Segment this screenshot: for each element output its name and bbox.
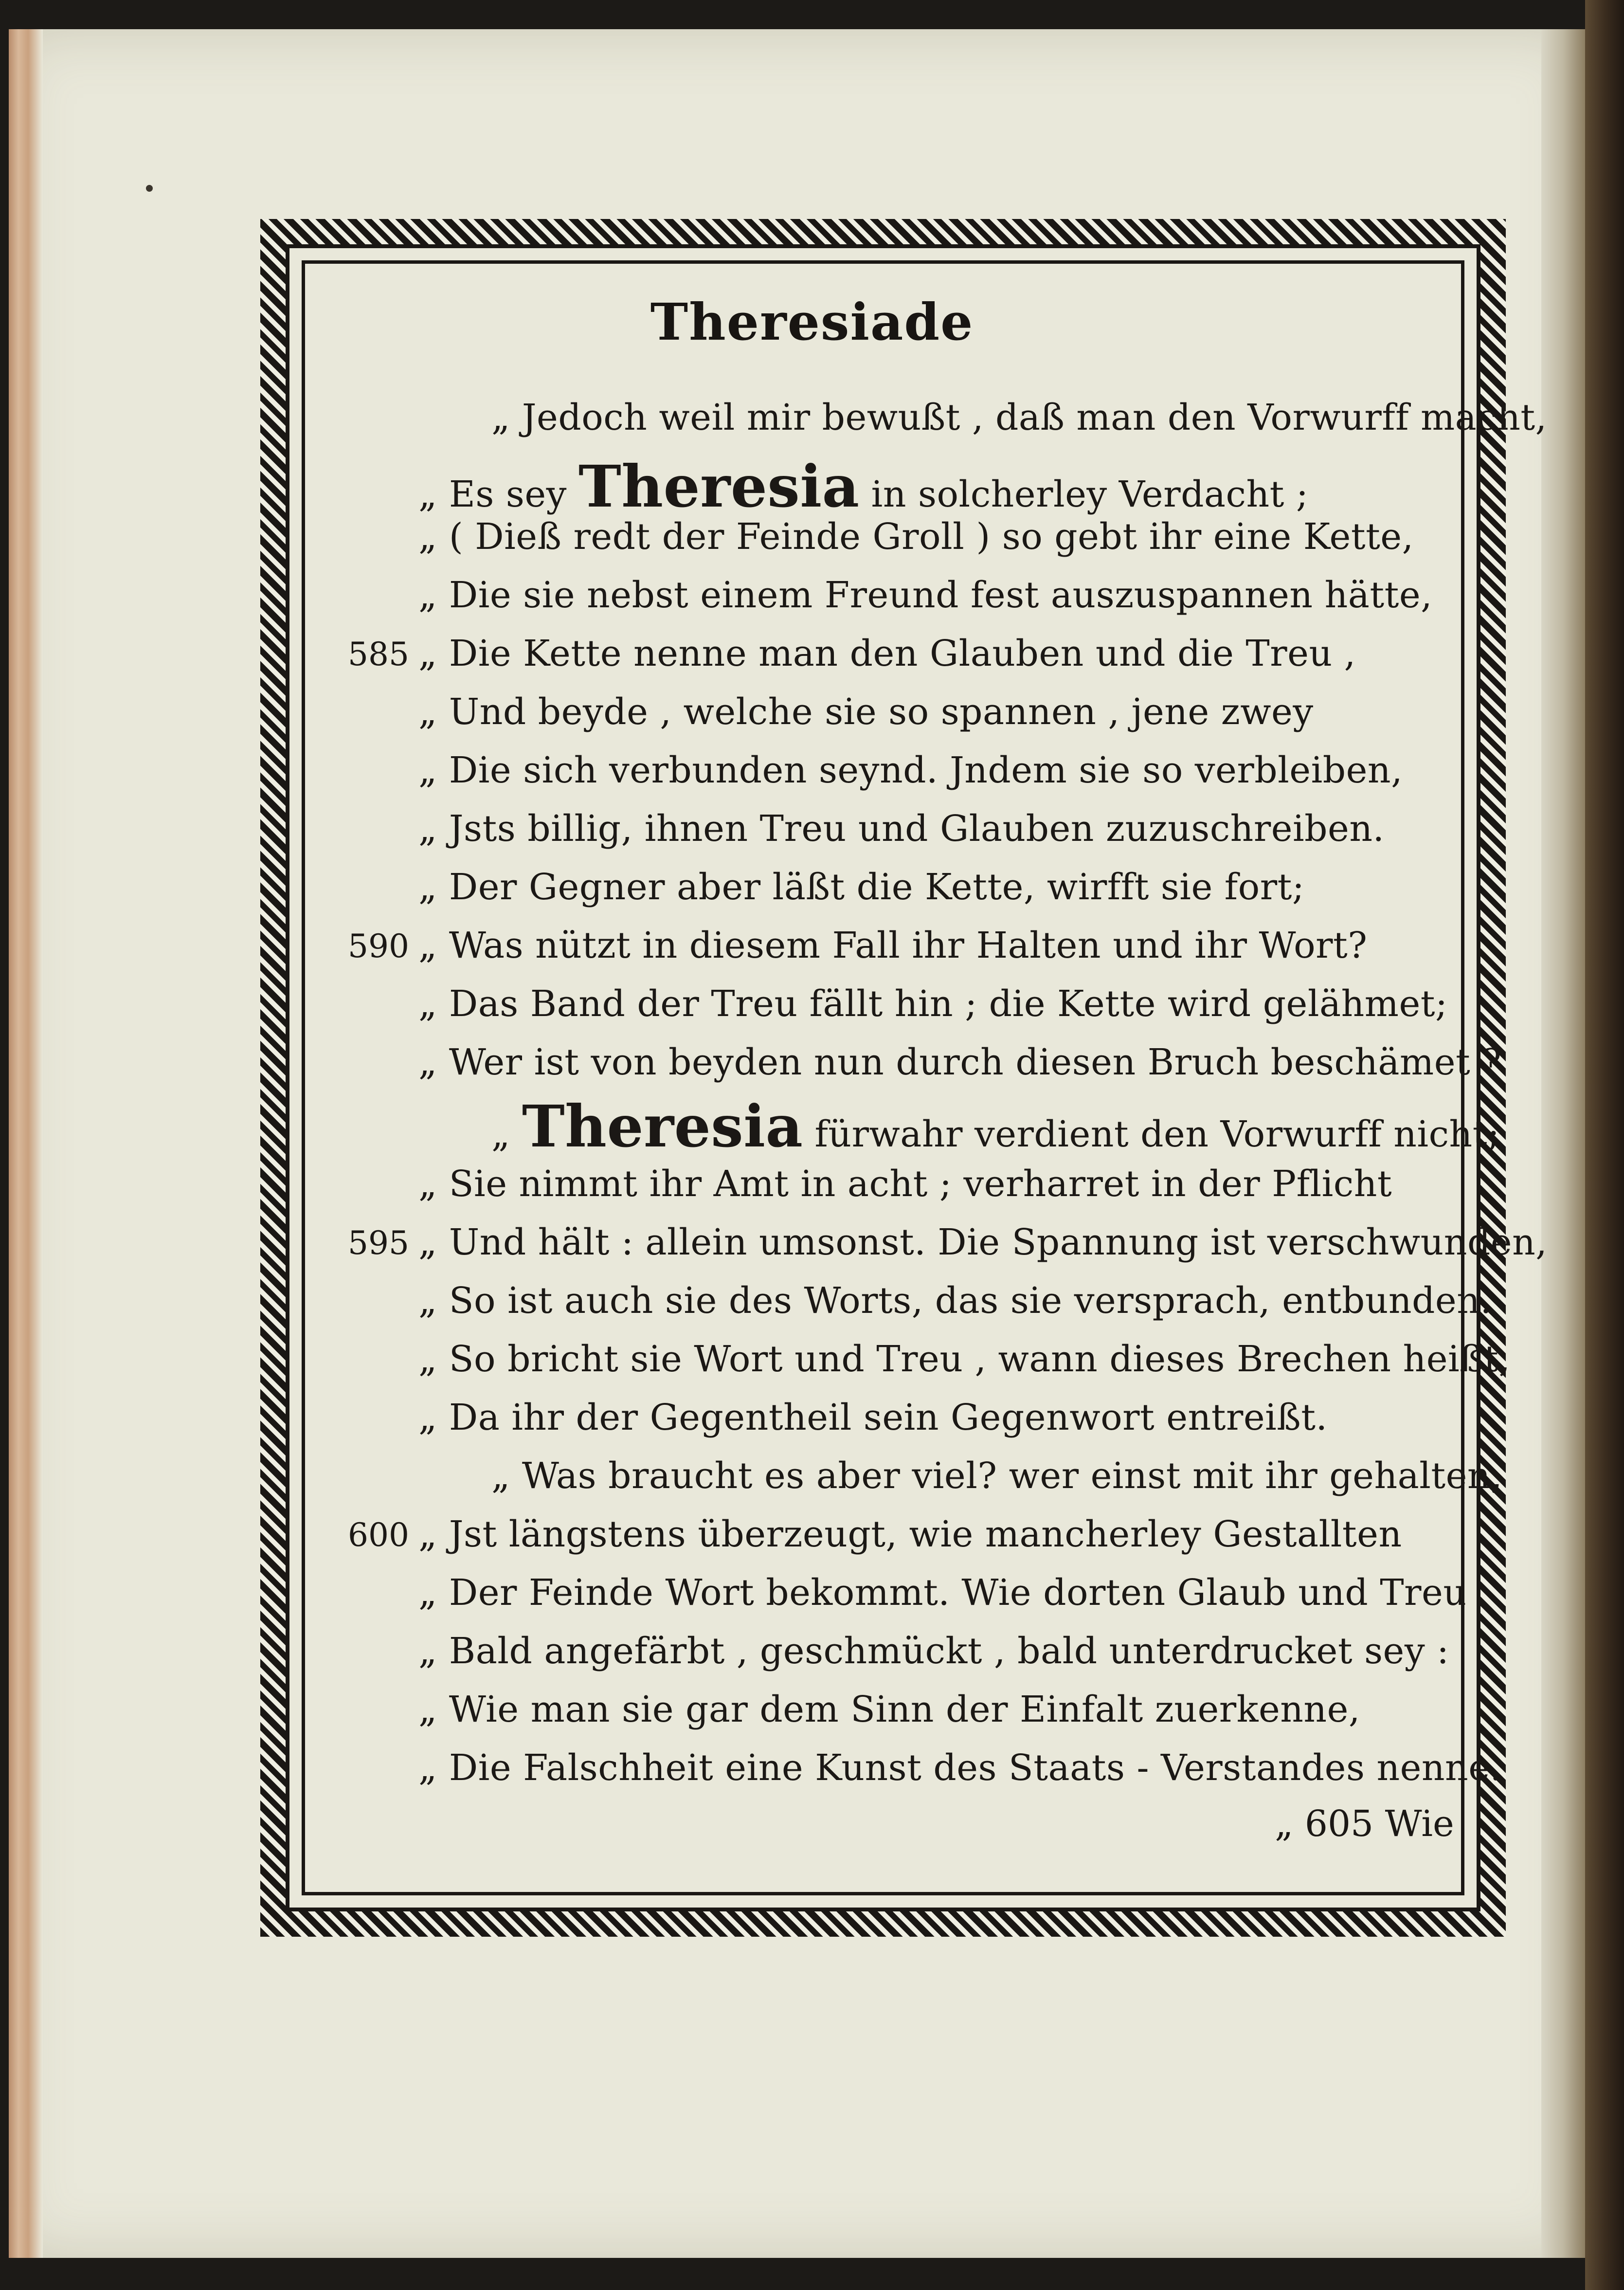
line-number: 585 — [348, 636, 409, 673]
verse-line: „ Der Gegner aber läßt die Kette, wirfft sie fort; — [418, 866, 1305, 908]
verse-line: „ Und beyde , welche sie so spannen , jene zwey — [418, 691, 1314, 733]
verse-line: „ Der Feinde Wort bekommt. Wie dorten Glaub und Treu — [418, 1572, 1467, 1614]
verse-line: „ Wie man sie gar dem Sinn der Einfalt zuerkenne, — [418, 1689, 1360, 1730]
verse-line: „ Es sey Theresia in solcherley Verdacht ; — [418, 453, 1309, 520]
ink-spot — [146, 185, 153, 192]
verse-line: „ So ist auch sie des Worts, das sie versprach, entbunden. — [418, 1280, 1492, 1322]
verse-line: „ Die sie nebst einem Freund fest auszuspannen hätte, — [418, 574, 1433, 616]
verse-line: „ Sie nimmt ihr Amt in acht ; verharret in der Pflicht — [418, 1163, 1392, 1205]
verse-line: „ ( Dieß redt der Feinde Groll ) so gebt ihr eine Kette, — [418, 516, 1414, 558]
verse-line: „ So bricht sie Wort und Treu , wann dieses Brechen heißt, — [418, 1338, 1511, 1380]
catchword: „ 605 Wie — [1275, 1803, 1454, 1845]
verse-line: „ Die Kette nenne man den Glauben und die Treu , — [418, 633, 1356, 674]
verse-line: „ Die sich verbunden seynd. Jndem sie so verbleiben, — [418, 749, 1403, 791]
verse-line: „ Was braucht es aber viel? wer einst mit ihr gehalten, — [491, 1455, 1503, 1497]
verse-line: „ Theresia fürwahr verdient den Vorwurff nicht; — [491, 1092, 1500, 1160]
verse-line: „ Jsts billig, ihnen Treu und Glauben zuzuschreiben. — [418, 808, 1385, 850]
verse-line: „ Wer ist von beyden nun durch diesen Bruch beschämet ? — [418, 1041, 1502, 1083]
verse-line: „ Da ihr der Gegentheil sein Gegenwort entreißt. — [418, 1397, 1328, 1438]
page-edge-left — [9, 29, 43, 2258]
page-title: Theresiade — [650, 292, 974, 352]
verse-line: „ Das Band der Treu fällt hin ; die Kette wird gelähmet; — [418, 983, 1448, 1025]
verse-line: „ Jst längstens überzeugt, wie mancherley Gestallten — [418, 1513, 1402, 1555]
verse-line: „ Bald angefärbt , geschmückt , bald unterdrucket sey : — [418, 1630, 1449, 1672]
line-number: 600 — [348, 1516, 409, 1554]
page-edge-right — [1541, 29, 1585, 2258]
verse-line: „ Was nützt in diesem Fall ihr Halten und ihr Wort? — [418, 925, 1368, 966]
line-number: 590 — [348, 927, 409, 965]
verse-line: „ Die Falschheit eine Kunst des Staats - Verstandes nenne. — [418, 1747, 1502, 1789]
line-number: 595 — [348, 1224, 409, 1262]
verse-line: „ Und hält : allein umsonst. Die Spannung ist verschwunden, — [418, 1221, 1548, 1263]
verse-line: „ Jedoch weil mir bewußt , daß man den Vorwurff macht, — [491, 397, 1547, 438]
